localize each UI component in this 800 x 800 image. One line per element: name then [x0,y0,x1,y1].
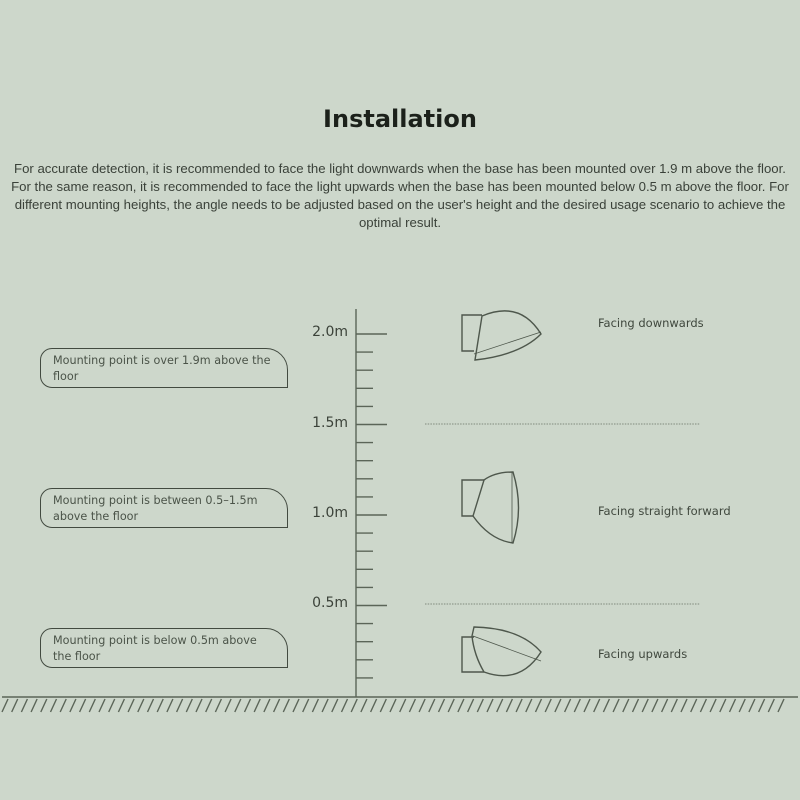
floor-hatch [332,699,338,712]
floor-hatch [506,699,512,712]
floor-hatch [555,699,561,712]
floor-hatch [245,699,251,712]
floor-hatch [138,699,144,712]
scale-label-2-0: 2.0m [312,324,348,340]
floor-hatch [371,699,377,712]
floor-hatch [768,699,774,712]
floor-hatch [225,699,231,712]
floor-hatch [739,699,745,712]
floor-hatch [89,699,95,712]
floor-hatch [730,699,736,712]
floor-hatch [439,699,445,712]
floor-hatch [584,699,590,712]
page-title: Installation [323,105,477,133]
floor-hatch [390,699,396,712]
floor-hatch [623,699,629,712]
floor-hatch [652,699,658,712]
floor-hatch [293,699,299,712]
floor-hatch [468,699,474,712]
floor-hatch [710,699,716,712]
floor-hatch [400,699,406,712]
mounting-box-text: Mounting point is over 1.9m above the floor [53,354,271,383]
height-scale [356,309,387,697]
intro-paragraph: For accurate detection, it is recommended to face the light downwards when the base has been mounted over 1.9 m above the floor. For the same reason, it is recommended to face the light upwards when the base has been mounted below 0.5 m above the floor. For different mounting heights, the angle needs to be adjusted based on the user's height and the desired usage scenario to achieve the optimal result. [11,161,789,230]
floor-hatch [12,699,18,712]
floor [2,697,798,712]
floor-hatch [21,699,27,712]
floor-hatch [361,699,367,712]
floor-hatch [691,699,697,712]
floor-hatch [80,699,86,712]
floor-hatch [536,699,542,712]
orientation-label-forward: Facing straight forward [598,504,731,518]
floor-hatch [487,699,493,712]
scale-label-1-0: 1.0m [312,505,348,521]
orientation-label-down: Facing downwards [598,316,704,330]
floor-hatch [759,699,765,712]
floor-hatch [177,699,183,712]
floor-hatch [681,699,687,712]
floor-hatch [594,699,600,712]
floor-hatch [2,699,8,712]
floor-hatch [283,699,289,712]
floor-hatch [409,699,415,712]
floor-hatch [148,699,154,712]
floor-hatch [603,699,609,712]
floor-hatch [109,699,115,712]
floor-hatch [720,699,726,712]
floor-hatch [186,699,192,712]
floor-hatch [448,699,454,712]
floor-hatch [215,699,221,712]
floor-hatch [99,699,105,712]
scale-label-1-5: 1.5m [312,415,348,431]
floor-hatch [322,699,328,712]
floor-hatch [235,699,241,712]
floor-hatch [118,699,124,712]
floor-hatch [60,699,66,712]
floor-hatch [700,699,706,712]
floor-hatch [526,699,532,712]
floor-hatch [477,699,483,712]
floor-hatch [41,699,47,712]
floor-hatch [458,699,464,712]
floor-hatch [778,699,784,712]
floor-hatch [196,699,202,712]
orientation-label-up: Facing upwards [598,647,688,661]
floor-hatch [303,699,309,712]
floor-hatch [574,699,580,712]
floor-hatch [419,699,425,712]
floor-hatch [516,699,522,712]
floor-hatch [264,699,270,712]
floor-hatch [70,699,76,712]
floor-hatch [749,699,755,712]
floor-hatch [671,699,677,712]
floor-hatch [662,699,668,712]
floor-hatch [351,699,357,712]
floor-hatch [206,699,212,712]
floor-hatch [633,699,639,712]
floor-hatch [613,699,619,712]
floor-hatch [642,699,648,712]
lamp-facing-down-icon [462,311,541,360]
floor-hatch [342,699,348,712]
floor-hatch [128,699,134,712]
lamp-facing-up-icon [462,627,541,676]
lamp-facing-forward-icon [462,472,519,543]
floor-hatch [312,699,318,712]
floor-hatch [497,699,503,712]
floor-hatch [254,699,260,712]
mounting-box-text: Mounting point is between 0.5–1.5m above the floor [53,494,258,523]
floor-hatch [167,699,173,712]
floor-hatch [429,699,435,712]
scale-label-0-5: 0.5m [312,595,348,611]
floor-hatch [157,699,163,712]
floor-hatch [31,699,37,712]
floor-hatch [565,699,571,712]
floor-hatch [545,699,551,712]
floor-hatch [274,699,280,712]
floor-hatch [380,699,386,712]
mounting-box-text: Mounting point is below 0.5m above the floor [53,634,257,663]
floor-hatch [51,699,57,712]
